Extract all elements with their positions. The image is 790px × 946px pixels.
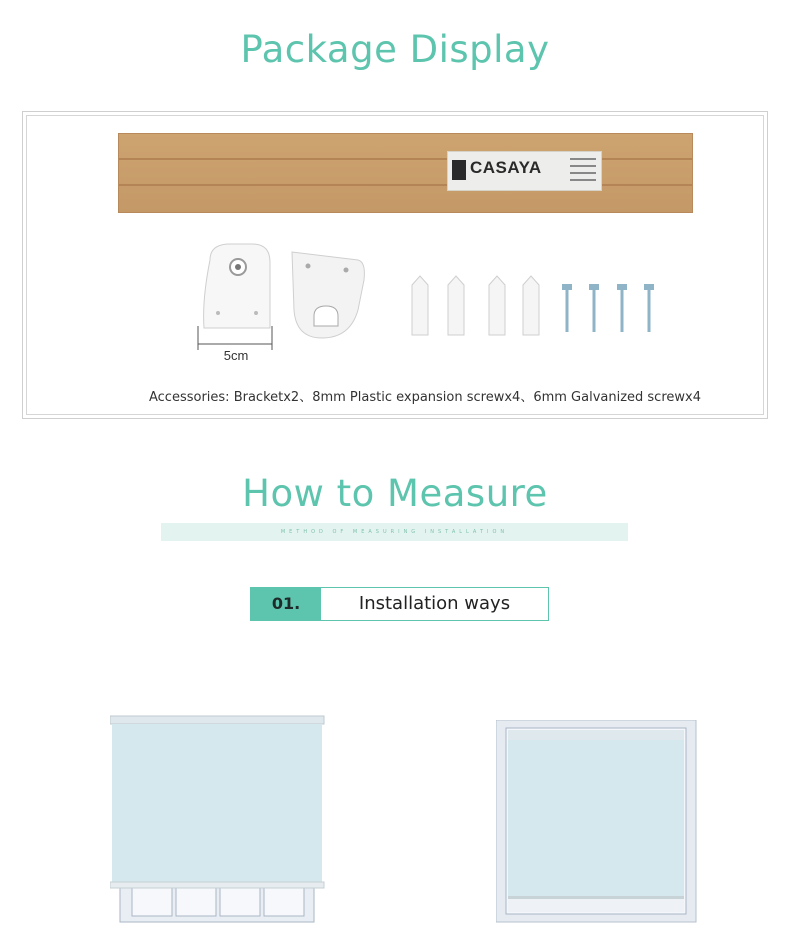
- outside-mount-blind-image: [110, 712, 330, 924]
- installation-step-banner: [250, 587, 549, 621]
- how-to-measure-title: How to Measure: [242, 472, 548, 515]
- accessories-caption: Accessories: Bracketx2、8mm Plastic expansion screwx4、6mm Galvanized screwx4: [149, 390, 701, 405]
- accessories-illustration: [190, 240, 670, 350]
- subtitle-strip: [161, 523, 628, 541]
- box-label: [447, 151, 602, 191]
- step-number: 01.: [251, 588, 321, 620]
- cardboard-box: [118, 133, 693, 213]
- measure-subtitle: METHOD OF MEASURING INSTALLATION: [280, 529, 509, 535]
- bracket-front-icon: [204, 244, 270, 328]
- inside-mount-blind-image: [496, 720, 698, 924]
- step-label: Installation ways: [358, 593, 511, 614]
- qr-code-icon: [452, 160, 466, 180]
- bracket-back-icon: [292, 252, 364, 338]
- plastic-anchor-icon: [412, 276, 539, 335]
- box-brand: CASAYA: [470, 158, 542, 177]
- package-display-title: Package Display: [240, 28, 550, 71]
- bracket-dimension-label: 5cm: [223, 348, 249, 363]
- galvanized-screw-icon: [567, 290, 649, 332]
